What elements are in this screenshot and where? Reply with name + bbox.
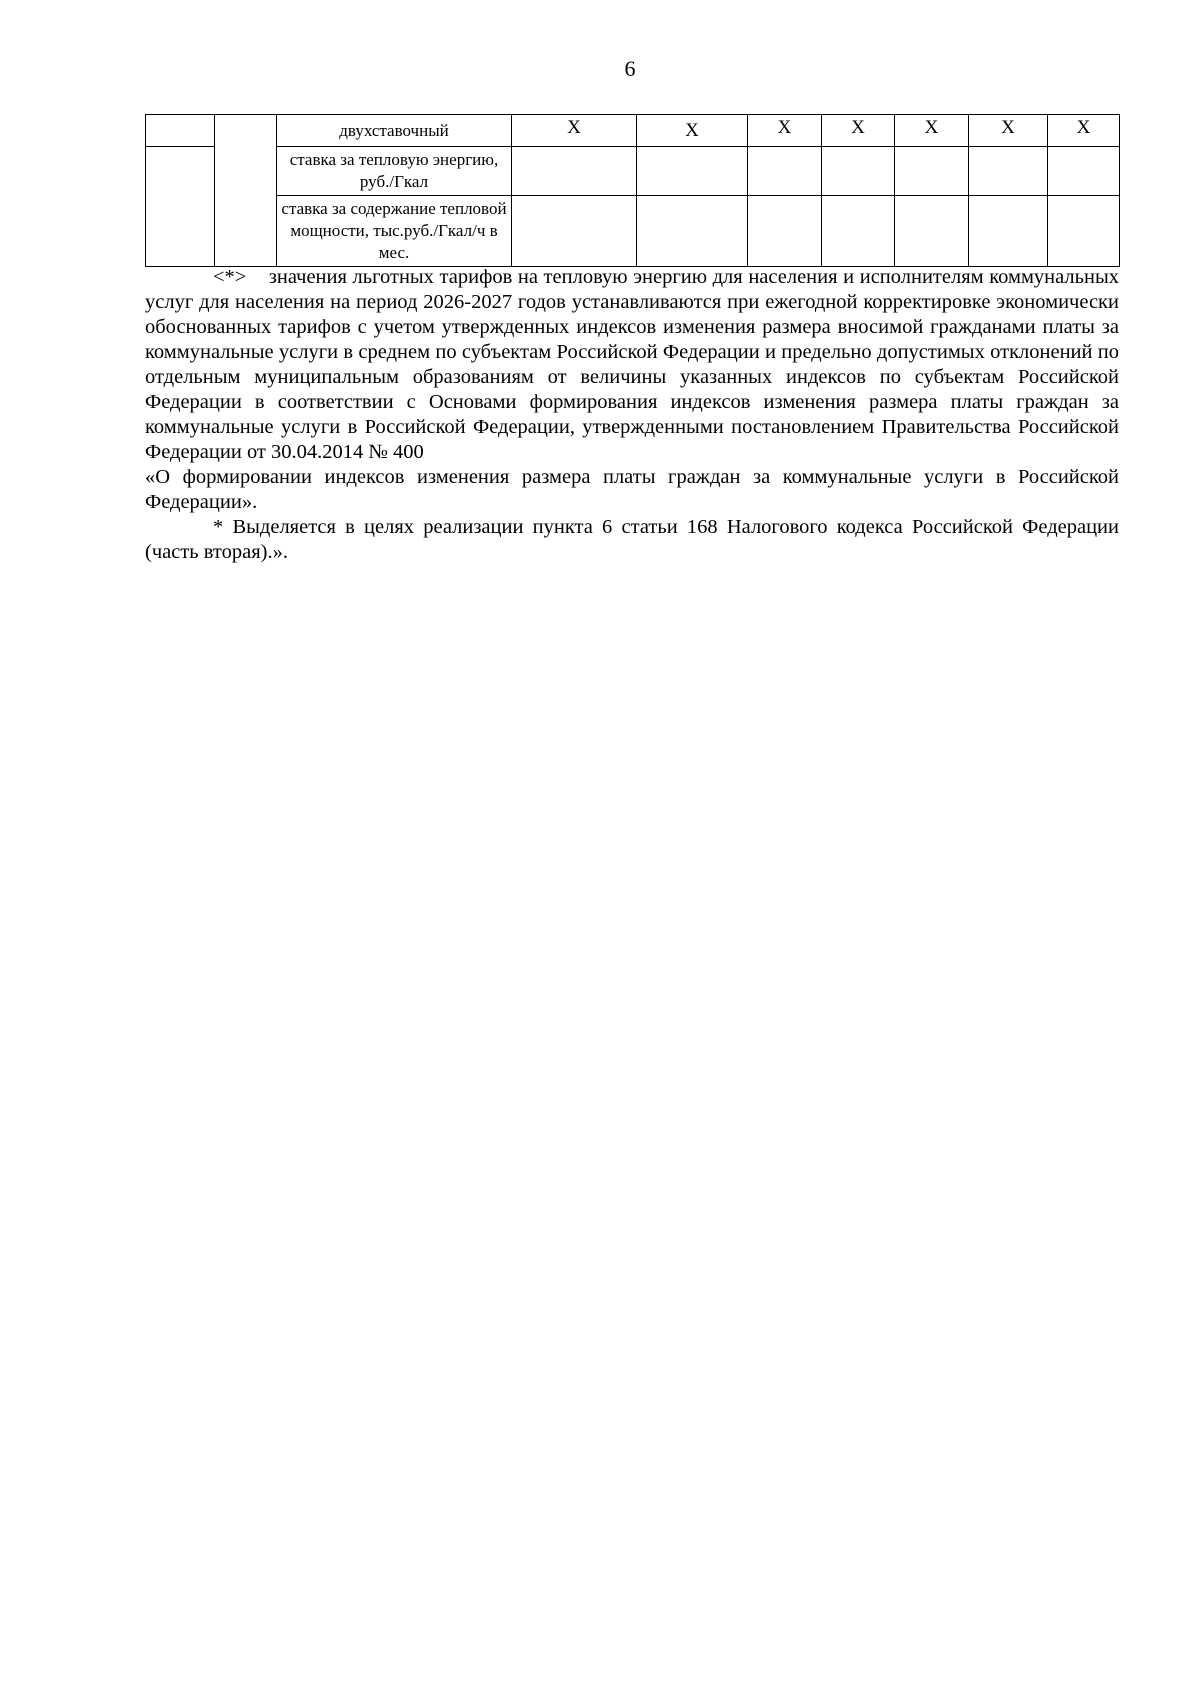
table-cell [895,147,969,196]
footnote-continuation: «О формировании индексов изменения размера платы граждан за коммунальные услуги в Российской Федерации». [145,466,1119,513]
table-cell: X [895,115,969,147]
table-cell: X [748,115,822,147]
table-cell [895,196,969,267]
empty-cell [146,147,215,267]
table-cell [822,196,895,267]
table-cell [1048,196,1120,267]
footnote-marker: <*> [213,266,247,288]
table-cell [969,147,1048,196]
footnote-tariffs [145,265,1119,465]
row-label: двухставочный [277,115,512,147]
table-cell: X [1048,115,1120,147]
table-cell [1048,147,1120,196]
table-cell [822,147,895,196]
empty-cell [146,115,215,147]
table-cell: X [637,115,748,147]
table-cell: X [969,115,1048,147]
footnotes [145,265,1119,565]
table-cell [637,196,748,267]
table-row [146,115,1120,147]
footnote-text: * Выделяется в целях реализации пункта 6 статьи 168 Налогового кодекса Российской Федерации (часть вторая).». [145,516,1119,563]
page-number: 6 [624,56,636,81]
table-cell [748,147,822,196]
footnote-tax [145,515,1119,565]
table-cell [512,196,637,267]
table-cell: X [512,115,637,147]
table-row [146,147,1120,196]
table-cell [512,147,637,196]
row-label: ставка за содержание тепловой мощности, тыс.руб./Гкал/ч в мес. [277,196,512,267]
footnote-text: значения льготных тарифов на тепловую энергию для населения и исполнителям коммунальных услуг для населения на период 2026-2027 годов устанавливаются при ежегодной корректировке экономически обоснованных тарифов с учетом утвержденных индексов изменения размера вносимой гражданами платы за коммунальные услуги в среднем по субъектам Российской Федерации и предельно допустимых отклонений по отдельным муниципальным образованиям от величины указанных индексов по субъектам Российской Федерации в соответствии с Основами формирования индексов изменения размера платы граждан за коммунальные услуги в Российской Федерации, утвержденными постановлением Правительства Российской Федерации от 30.04.2014 № 400 [145,266,1119,463]
empty-cell [215,115,277,267]
table-cell [969,196,1048,267]
table-cell: X [822,115,895,147]
tariff-table [145,114,1120,267]
table-cell [748,196,822,267]
row-label: ставка за тепловую энергию, руб./Гкал [277,147,512,196]
table-cell [637,147,748,196]
table-row [146,196,1120,267]
